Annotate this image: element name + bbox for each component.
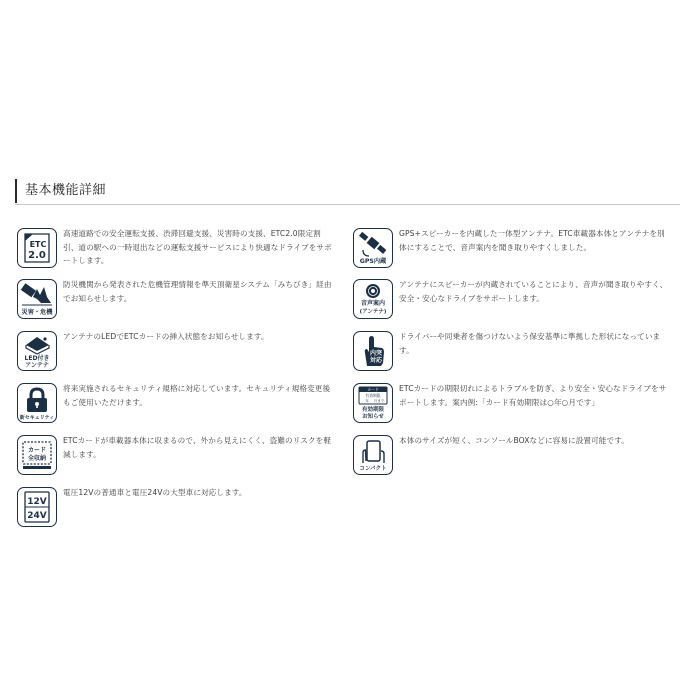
feature-card-storage xyxy=(17,435,335,475)
section-title: 基本機能詳細 xyxy=(15,179,106,203)
expiry-icon-label-1: 有効期限 xyxy=(361,407,385,413)
feature-description: アンテナにスピーカーが内蔵されていることにより、音声が聞き取りやすく、安全・安心なドライブをサポートします。 xyxy=(399,280,668,303)
led-antenna-icon-label-1: LED付き xyxy=(24,355,50,362)
12v-icon-label: 12V xyxy=(27,497,47,507)
feature-description: 将来実施されるセキュリティ規格に対応しています。セキュリティ規格変更後もご使用いただけます。 xyxy=(63,384,331,407)
card-storage-icon-label-1: カード xyxy=(27,447,47,454)
feature-description: 電圧12Vの普通車と電圧24Vの大型車に対応します。 xyxy=(63,488,247,497)
expiry-icon-year-label: 年 xyxy=(365,399,369,403)
etc-2-0-icon-label-2: 2.0 xyxy=(28,250,46,261)
disaster-crisis-icon xyxy=(17,279,57,319)
expiry-icon-label-2: お知らせ xyxy=(362,414,384,420)
led-antenna-icon xyxy=(17,331,57,371)
expiry-icon-card-label: カード xyxy=(367,387,379,393)
feature-disaster-crisis xyxy=(17,279,335,319)
voice-guidance-icon-label-1: 音声案内 xyxy=(360,300,386,307)
feature-description: 本体のサイズが短く、コンソールBOXなどに容易に設置可能です。 xyxy=(399,436,629,445)
feature-description: ETCカードの期限切れによるトラブルを防ぎ、より安全・安心なドライブをサポートします。案内例:「カード有効期限は○年○月です」 xyxy=(399,384,667,407)
new-security-icon-label: 新セキュリティ xyxy=(19,415,55,421)
card-storage-icon-label-2: 全収納 xyxy=(27,455,47,462)
section-divider xyxy=(15,204,680,205)
gps-built-in-icon-label: GPS内蔵 xyxy=(359,258,387,265)
feature-etc-2-0 xyxy=(17,228,335,268)
expiry-icon-month-label: 月まで xyxy=(373,399,385,403)
feature-description: アンテナのLEDでETCカードの挿入状態をお知らせします。 xyxy=(63,332,269,341)
voice-guidance-icon-label-2: (アンテナ) xyxy=(359,309,387,315)
12v-24v-icon xyxy=(17,487,57,527)
feature-description: ドライバーや同乗者を傷つけないよう保安基準に準拠した形状になっています。 xyxy=(399,332,661,355)
interior-protrusion-icon-label-1: 内突 xyxy=(369,350,383,357)
feature-led-antenna xyxy=(17,331,335,371)
feature-new-security xyxy=(17,383,335,423)
feature-compact xyxy=(353,435,671,475)
interior-protrusion-compliant-icon xyxy=(353,331,393,371)
feature-interior-protrusion-compliant xyxy=(353,331,671,371)
feature-voice-guidance-antenna xyxy=(353,279,671,319)
voice-guidance-antenna-icon xyxy=(353,279,393,319)
etc-2-0-icon xyxy=(17,228,57,268)
feature-gps-built-in xyxy=(353,228,671,268)
feature-12v-24v xyxy=(17,487,335,527)
feature-description: 高速道路での安全運転支援、渋滞回避支援、災害時の支援、ETC2.0限定割引、道の駅への一時退出などの運転支援サービスにより快適なドライブをサポートします。 xyxy=(63,229,332,265)
etc-2-0-icon-label-1: ETC xyxy=(29,240,47,249)
new-security-icon xyxy=(17,383,57,423)
card-storage-icon xyxy=(17,435,57,475)
interior-protrusion-icon-label-2: 対応 xyxy=(369,357,383,364)
expiry-icon-validity-label: 有効期限 xyxy=(365,393,381,398)
compact-icon-label: コンパクト xyxy=(359,466,387,472)
feature-expiry-notification xyxy=(353,383,671,423)
feature-description: 防災機関から発表された危機管理情報を準天頂衛星システム「みちびき」経由でお知らせします。 xyxy=(63,280,332,303)
feature-description: GPS+スピーカーを内蔵した一体型アンテナ。ETC車載器本体とアンテナを別体にすることで、音声案内を聞き取りやすくしました。 xyxy=(399,229,665,252)
led-antenna-icon-label-2: アンテナ xyxy=(25,362,49,369)
disaster-crisis-icon-label: 災害・危機 xyxy=(21,309,53,316)
compact-icon xyxy=(353,435,393,475)
gps-built-in-icon xyxy=(353,228,393,268)
expiry-notification-icon xyxy=(353,383,393,423)
24v-icon-label: 24V xyxy=(27,511,47,521)
feature-description: ETCカードが車載器本体に収まるので、外から見えにくく、盗難のリスクを軽減します。 xyxy=(63,436,332,459)
